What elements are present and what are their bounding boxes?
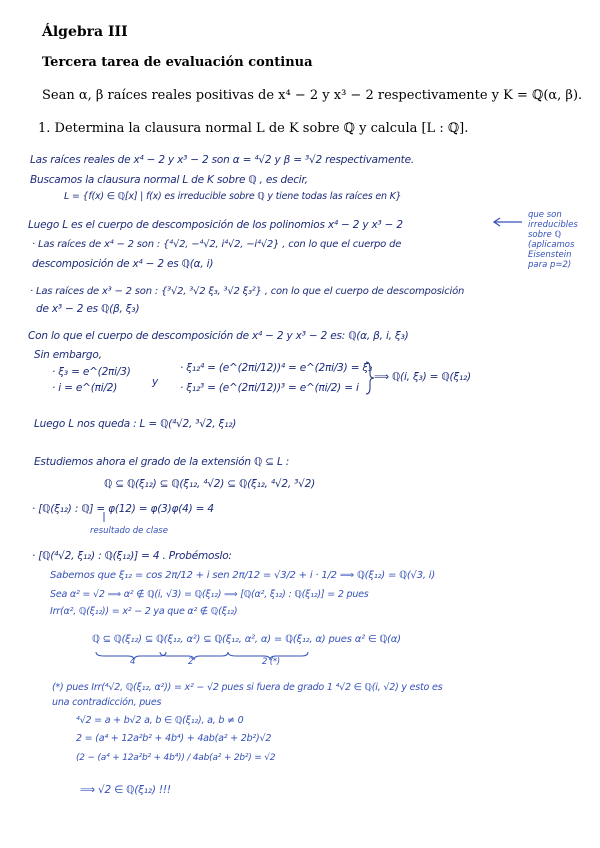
handwritten-line-12b: · ξ₁₂³ = (e^(2πi/12))³ = e^(πi/2) = i [180, 382, 359, 394]
handwritten-line-19: Sabemos que ξ₁₂ = cos 2π/12 + i sen 2π/12 = √3/2 + i · 1/2 ⟹ ℚ(ξ₁₂) = ℚ(√3, i) [50, 570, 436, 581]
brace-label-degree-4: 4 [130, 657, 136, 667]
handwritten-line-20: Sea α² = √2 ⟹ α² ∉ ℚ(i, √3) = ℚ(ξ₁₂) ⟹ [ℚ(α², ξ₁₂) : ℚ(ξ₁₂)] = 2 pues [50, 589, 369, 600]
handwritten-line-27: 2 = (a⁴ + 12a²b² + 4b⁴) + 4ab(a² + 2b²)√2 [76, 733, 272, 744]
margin-note-line-4: (aplicamos [528, 240, 575, 250]
margin-note-line-3: sobre ℚ [528, 230, 562, 240]
handwritten-line-03: L = {f(x) ∈ ℚ[x] | f(x) es irreducible sobre ℚ y tiene todas las raíces en K} [64, 191, 402, 202]
problem-statement: Sean α, β raíces reales positivas de x⁴ − 2 y x³ − 2 respectivamente y K = ℚ(α, β). [42, 88, 583, 103]
handwritten-line-16: · [ℚ(ξ₁₂) : ℚ] = φ(12) = φ(3)φ(4) = 4 [32, 503, 214, 515]
handwritten-line-18: · [ℚ(⁴√2, ξ₁₂) : ℚ(ξ₁₂)] = 4 . Probémoslo: [32, 550, 232, 562]
handwritten-line-29: ⟹ √2 ∈ ℚ(ξ₁₂) !!! [80, 784, 171, 796]
margin-note-line-2: irreducibles [528, 220, 578, 230]
margin-note-line-1: que son [528, 210, 562, 220]
handwritten-line-09: Con lo que el cuerpo de descomposición de x⁴ − 2 y x³ − 2 es: ℚ(α, β, i, ξ₃) [28, 330, 409, 342]
margin-note-line-6: para p=2) [528, 260, 572, 270]
handwritten-line-12c: ⟹ ℚ(i, ξ₃) = ℚ(ξ₁₂) [374, 371, 471, 383]
handwritten-line-11b: · ξ₁₂⁴ = (e^(2πi/12))⁴ = e^(2πi/3) = ξ₃ [180, 362, 373, 374]
handwritten-line-02: Buscamos la clausura normal L de K sobre ℚ , es decir, [30, 174, 308, 186]
handwritten-line-08: de x³ − 2 es ℚ(β, ξ₃) [36, 303, 140, 315]
handwritten-line-11a: · ξ₃ = e^(2πi/3) [52, 366, 131, 378]
handwritten-line-07: · Las raíces de x³ − 2 son : {³√2, ³√2 ξ₃, ³√2 ξ₃²} , con lo que el cuerpo de descomposición [30, 286, 465, 297]
handwritten-line-22: ℚ ⊆ ℚ(ξ₁₂) ⊆ ℚ(ξ₁₂, α²) ⊆ ℚ(ξ₁₂, α², α) = ℚ(ξ₁₂, α) pues α² ∈ ℚ(α) [92, 634, 401, 645]
handwritten-line-06: descomposición de x⁴ − 2 es ℚ(α, i) [32, 258, 214, 270]
margin-note-line-5: Eisenstein [528, 250, 572, 260]
handwritten-word-y: y [152, 376, 159, 388]
handwritten-line-13: Luego L nos queda : L = ℚ(⁴√2, ³√2, ξ₁₂) [34, 418, 237, 430]
handwritten-line-05: · Las raíces de x⁴ − 2 son : {⁴√2, −⁴√2, i⁴√2, −i⁴√2} , con lo que el cuerpo de [32, 239, 402, 250]
handwritten-class-result: resultado de clase [90, 526, 168, 536]
handwritten-line-14: Estudiemos ahora el grado de la extensión ℚ ⊆ L : [34, 456, 290, 468]
handwritten-line-10: Sin embargo, [34, 349, 102, 361]
brace-label-degree-2b: 2 (*) [262, 657, 280, 667]
document-subtitle: Tercera tarea de evaluación continua [42, 55, 313, 70]
handwritten-line-24: (*) pues Irr(⁴√2, ℚ(ξ₁₂, α²)) = x² − √2 pues si fuera de grado 1 ⁴√2 ∈ ℚ(i, √2) y esto es [52, 682, 443, 693]
handwritten-line-12a: · i = e^(πi/2) [52, 382, 118, 394]
handwritten-line-21: Irr(α², ℚ(ξ₁₂)) = x² − 2 ya que α² ∉ ℚ(ξ₁₂) [50, 606, 238, 617]
handwritten-line-28: (2 − (a⁴ + 12a²b² + 4b⁴)) / 4ab(a² + 2b²) = √2 [76, 753, 276, 763]
document-title: Álgebra III [42, 24, 128, 40]
handwritten-line-25: una contradicción, pues [52, 697, 162, 708]
margin-arrowhead [494, 218, 500, 226]
handwritten-line-01: Las raíces reales de x⁴ − 2 y x³ − 2 son α = ⁴√2 y β = ³√2 respectivamente. [30, 154, 414, 166]
handwritten-line-15: ℚ ⊆ ℚ(ξ₁₂) ⊆ ℚ(ξ₁₂, ⁴√2) ⊆ ℚ(ξ₁₂, ⁴√2, ³√2) [104, 478, 316, 490]
handwritten-line-26: ⁴√2 = a + b√2 a, b ∈ ℚ(ξ₁₂), a, b ≠ 0 [76, 715, 244, 726]
brace-label-degree-2a: 2 [188, 657, 194, 667]
underbrace-degree-2a [160, 652, 228, 660]
task-item-1: 1. Determina la clausura normal L de K sobre ℚ y calcula [L : ℚ]. [38, 121, 469, 136]
handwritten-line-04: Luego L es el cuerpo de descomposición de los polinomios x⁴ − 2 y x³ − 2 [28, 219, 403, 231]
